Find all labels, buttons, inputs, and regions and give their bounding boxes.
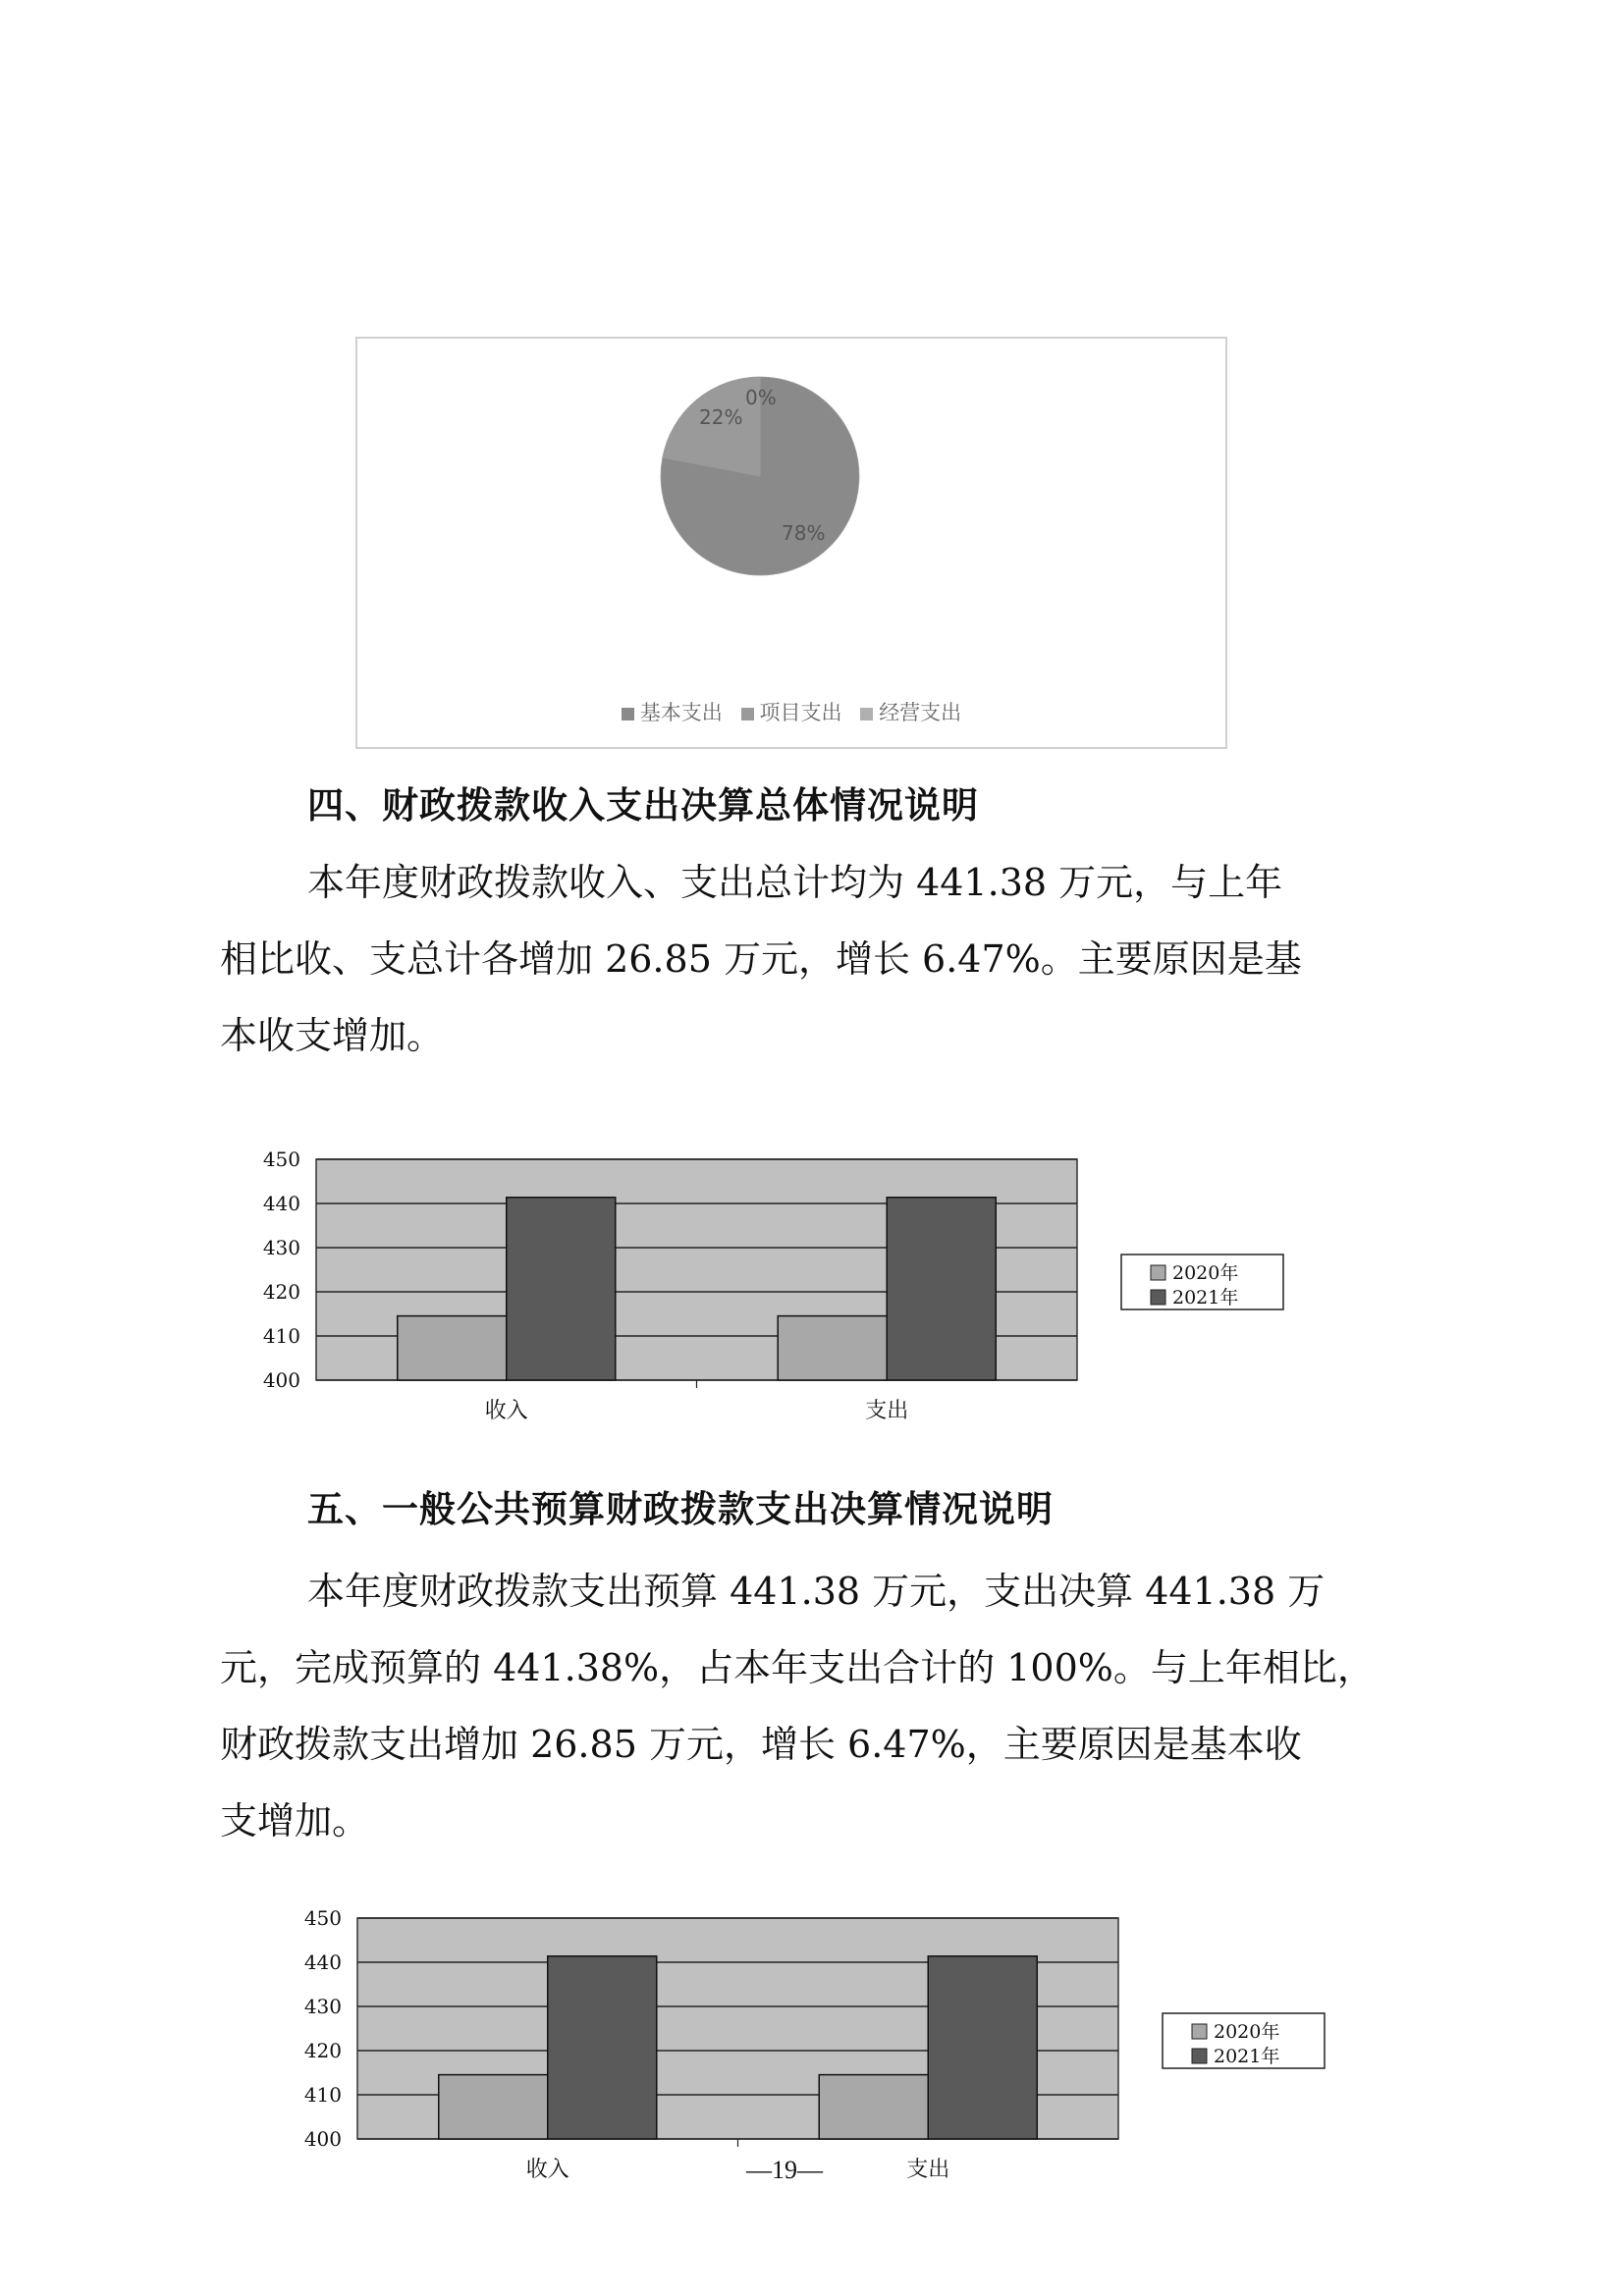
y-tick-label: 450 [303,1906,342,1930]
pie-slice-label-project: 22% [699,405,743,429]
section-5-line-3: 财政拨款支出增加 26.85 万元，增长 6.47%，主要原因是基本收 [220,1723,1302,1766]
bar-chart-svg [245,1144,1306,1438]
legend-item-basic [622,701,723,724]
legend-label: 2021年 [1172,1287,1239,1308]
y-tick-label: 410 [262,1324,300,1348]
legend-label: 经营支出 [879,701,962,724]
pie-legend [357,697,1225,726]
bar [887,1198,996,1380]
y-tick-label: 430 [262,1236,300,1259]
bar [507,1198,616,1380]
section-5-line-2: 元，完成预算的 441.38%，占本年支出合计的 100%。与上年相比， [220,1646,1375,1689]
pie-slice-label-operating: 0% [745,386,777,409]
bar [439,2075,548,2139]
bar [928,1956,1037,2139]
legend-label: 基本支出 [639,701,723,724]
legend-swatch [622,708,634,721]
section-5-line-4: 支增加。 [220,1799,370,1842]
bar [398,1316,507,1380]
bar-chart-section-5 [287,1902,1347,2197]
bar [548,1956,657,2139]
legend-item-operating [860,701,961,724]
y-tick-label: 410 [303,2083,342,2107]
section-4-line-3: 本收支增加。 [220,1014,445,1057]
legend-swatch [741,708,754,721]
section-5-line-1: 本年度财政拨款支出预算 441.38 万元，支出决算 441.38 万 [307,1570,1326,1613]
y-tick-label: 440 [303,1950,342,1974]
x-tick-label: 收入 [525,2158,569,2182]
bar-chart-section-4 [245,1144,1306,1438]
y-tick-label: 450 [262,1148,300,1171]
legend-label: 2021年 [1214,2046,1280,2067]
y-tick-label: 440 [262,1192,300,1215]
x-tick-label: 支出 [865,1399,909,1423]
legend-label: 2020年 [1214,2021,1280,2043]
legend-swatch [1192,2024,1207,2039]
section-4-line-2: 相比收、支总计各增加 26.85 万元，增长 6.47%。主要原因是基 [220,937,1302,981]
legend-swatch [1151,1265,1165,1280]
section-4-line-1: 本年度财政拨款收入、支出总计均为 441.38 万元，与上年 [307,861,1283,904]
legend-label: 2020年 [1172,1262,1239,1284]
section-4-heading: 四、财政拨款收入支出决算总体情况说明 [307,784,979,827]
x-tick-label: 支出 [906,2158,950,2182]
y-tick-label: 420 [262,1280,300,1304]
bar [778,1316,887,1380]
pie-slice-label-basic: 78% [782,521,826,545]
legend-item-project [741,701,842,724]
y-tick-label: 430 [303,1995,342,2018]
y-tick-label: 400 [262,1368,300,1392]
bar [819,2075,928,2139]
x-tick-label: 收入 [484,1399,528,1423]
legend-swatch [1192,2049,1207,2063]
section-5-heading: 五、一般公共预算财政拨款支出决算情况说明 [307,1488,1054,1530]
y-tick-label: 420 [303,2039,342,2062]
legend-label: 项目支出 [759,701,842,724]
page-number: —19— [746,2156,823,2184]
pie-chart [355,337,1227,749]
y-tick-label: 400 [303,2127,342,2151]
bar-chart-svg [287,1902,1347,2197]
legend-swatch [1151,1290,1165,1305]
legend-swatch [860,708,873,721]
